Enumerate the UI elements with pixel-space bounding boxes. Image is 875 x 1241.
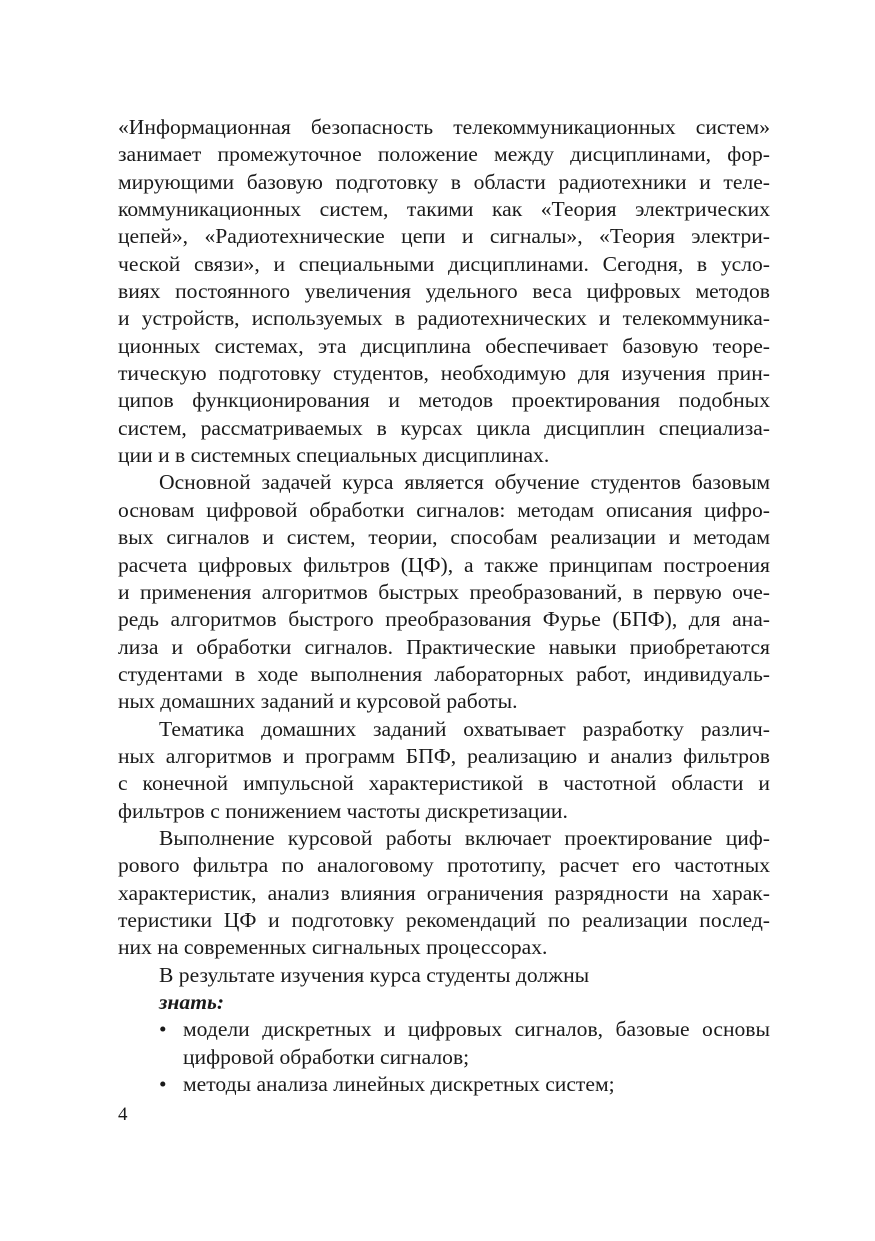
text-line: вых сигналов и систем, теории, способам реализации и методам: [118, 525, 770, 550]
text-line: систем, рассматриваемых в курсах цикла дисциплин специализа-: [118, 415, 770, 440]
text-line: теристики ЦФ и подготовку рекомендаций по реализации послед-: [118, 907, 770, 932]
bullet-icon: •: [159, 1017, 167, 1042]
text-line: расчета цифровых фильтров (ЦФ), а также принципам построения: [118, 552, 770, 577]
text-line: цепей», «Радиотехнические цепи и сигналы», «Теория электри-: [118, 224, 770, 249]
text-line: занимает промежуточное положение между дисциплинами, фор-: [118, 142, 770, 167]
text-line: них на современных сигнальных процессорах.: [118, 935, 548, 960]
text-line: основам цифровой обработки сигналов: методам описания цифро-: [118, 497, 770, 522]
label-znat: знать:: [159, 990, 225, 1014]
paragraph-1: [118, 114, 770, 469]
text-line: тическую подготовку студентов, необходимую для изучения прин-: [118, 361, 770, 386]
paragraph-5: В результате изучения курса студенты должны: [159, 962, 590, 987]
list-item: [118, 1071, 770, 1098]
text-line: лиза и обработки сигналов. Практические навыки приобретаются: [118, 634, 770, 659]
list-item-text: модели дискретных и цифровых сигналов, базовые основы: [183, 1017, 770, 1042]
paragraph-2: [118, 469, 770, 715]
text-line: «Информационная безопасность телекоммуникационных систем»: [118, 115, 770, 139]
bullet-icon: •: [159, 1072, 167, 1097]
text-line: и применения алгоритмов быстрых преобразований, в первую оче-: [118, 579, 770, 604]
text-line: студентами в ходе выполнения лабораторных работ, индивидуаль-: [118, 661, 770, 686]
text-line: Выполнение курсовой работы включает проектирование циф-: [159, 825, 770, 850]
text-line: характеристик, анализ влияния ограничения разрядности на харак-: [118, 880, 770, 905]
text-line: Тематика домашних заданий охватывает разработку различ-: [159, 716, 770, 741]
text-line: виях постоянного увеличения удельного веса цифровых методов: [118, 279, 770, 304]
bullet-list: [118, 1016, 770, 1098]
text-line: с конечной импульсной характеристикой в частотной области и: [118, 771, 770, 796]
text-line: Основной задачей курса является обучение студентов базовым: [159, 470, 770, 495]
paragraph-3: [118, 716, 770, 825]
text-line: рового фильтра по аналоговому прототипу, расчет его частотных: [118, 853, 770, 878]
text-line: ных алгоритмов и программ БПФ, реализацию и анализ фильтров: [118, 743, 770, 768]
text-line: ных домашних заданий и курсовой работы.: [118, 689, 518, 714]
text-line: ционных системах, эта дисциплина обеспечивает базовую теоре-: [118, 333, 770, 358]
paragraph-4: [118, 825, 770, 962]
body-text: [118, 114, 770, 1098]
text-line: коммуникационных систем, такими как «Теория электрических: [118, 197, 770, 222]
text-line: ческой связи», и специальными дисциплинами. Сегодня, в усло-: [118, 251, 770, 276]
list-item-text: методы анализа линейных дискретных систем;: [183, 1072, 615, 1097]
text-line: фильтров с понижением частоты дискретизации.: [118, 798, 568, 823]
page-number: 4: [118, 1104, 128, 1125]
text-line: ципов функционирования и методов проектирования подобных: [118, 388, 770, 413]
text-line: и устройств, используемых в радиотехнических и телекоммуника-: [118, 306, 770, 331]
list-item-continuation: цифровой обработки сигналов;: [183, 1044, 470, 1069]
text-line: редь алгоритмов быстрого преобразования Фурье (БПФ), для ана-: [118, 607, 770, 632]
text-line: мирующими базовую подготовку в области радиотехники и теле-: [118, 169, 770, 194]
list-item: [118, 1016, 770, 1043]
text-line: ции и в системных специальных дисциплинах.: [118, 443, 550, 468]
